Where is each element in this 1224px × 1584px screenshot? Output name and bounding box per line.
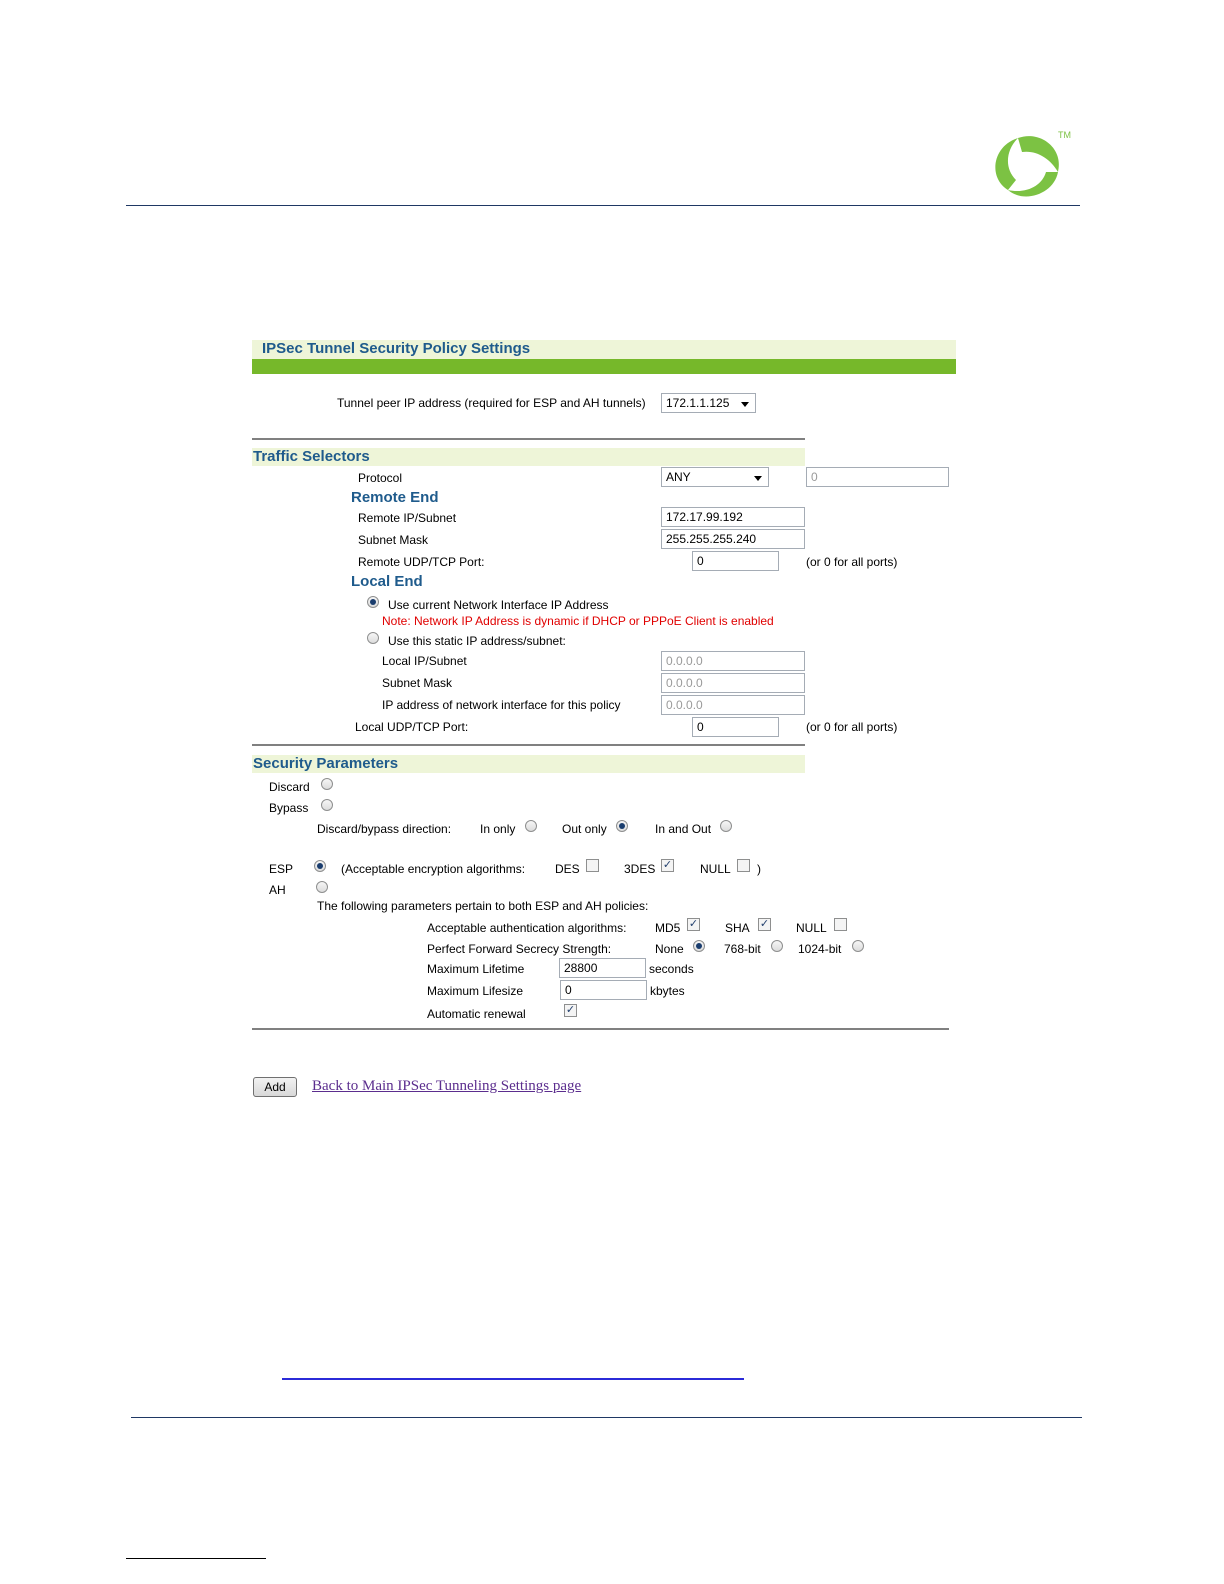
iface-ip-label: IP address of network interface for this policy [382, 698, 621, 712]
use-static-ip-radio[interactable] [367, 632, 379, 644]
lifesize-unit: kbytes [650, 984, 685, 998]
auto-renewal-checkbox[interactable]: ✓ [565, 1004, 576, 1016]
md5-label: MD5 [655, 921, 681, 935]
des-label: DES [555, 862, 580, 876]
pfs-none-label: None [655, 942, 684, 956]
discard-radio[interactable] [321, 778, 333, 790]
out-only-label: Out only [562, 822, 607, 836]
panel-title: IPSec Tunnel Security Policy Settings [262, 340, 531, 357]
null-auth-label: NULL [796, 921, 827, 935]
local-port-hint: (or 0 for all ports) [806, 720, 898, 734]
add-button[interactable]: Add [253, 1077, 297, 1097]
dynamic-ip-note: Note: Network IP Address is dynamic if DHCP or PPPoE Client is enabled [382, 614, 774, 628]
max-lifesize-label: Maximum Lifesize [427, 984, 524, 998]
out-only-radio[interactable] [616, 820, 628, 832]
pfs-none-radio[interactable] [693, 940, 705, 952]
md5-checkbox[interactable]: ✓ [688, 918, 699, 930]
protocol-select[interactable] [661, 467, 769, 487]
local-end-heading: Local End [351, 573, 423, 590]
3des-label: 3DES [624, 862, 656, 876]
null-encryption-label: NULL [700, 862, 731, 876]
3des-checkbox[interactable]: ✓ [662, 859, 673, 871]
security-divider [252, 744, 805, 746]
ah-label: AH [269, 883, 286, 897]
pfs-768-label: 768-bit [724, 942, 761, 956]
local-ip-label: Local IP/Subnet [382, 654, 467, 668]
local-port-label: Local UDP/TCP Port: [355, 720, 469, 734]
sha-label: SHA [725, 921, 750, 935]
local-ip-input[interactable]: 0.0.0.0 [661, 651, 805, 671]
trademark-label: TM [1058, 130, 1071, 140]
remote-port-label: Remote UDP/TCP Port: [358, 555, 485, 569]
des-checkbox[interactable] [586, 859, 599, 872]
underline-rule [282, 1378, 744, 1380]
local-mask-input[interactable]: 0.0.0.0 [661, 673, 805, 693]
panel-title-green-band [252, 359, 956, 374]
bypass-label: Bypass [269, 801, 309, 815]
use-current-ip-radio[interactable] [367, 596, 379, 608]
pfs-1024-radio[interactable] [852, 940, 864, 952]
esp-label: ESP [269, 862, 294, 876]
traffic-divider [252, 438, 805, 440]
max-lifetime-input[interactable]: 28800 [559, 958, 646, 978]
in-only-label: In only [480, 822, 516, 836]
ah-radio[interactable] [316, 881, 328, 893]
in-and-out-radio[interactable] [720, 820, 732, 832]
lifetime-unit: seconds [649, 962, 694, 976]
pfs-1024-label: 1024-bit [798, 942, 842, 956]
bypass-radio[interactable] [321, 799, 333, 811]
encryption-label: (Acceptable encryption algorithms: [341, 862, 526, 876]
sha-checkbox[interactable]: ✓ [759, 918, 770, 930]
auto-renewal-label: Automatic renewal [427, 1007, 526, 1021]
iface-ip-input[interactable]: 0.0.0.0 [661, 695, 805, 715]
protocol-value: ANY [666, 470, 691, 484]
tunnel-peer-select[interactable] [661, 393, 756, 413]
remote-ip-input[interactable]: 172.17.99.192 [661, 507, 805, 527]
local-mask-label: Subnet Mask [382, 676, 453, 690]
auth-algorithms-label: Acceptable authentication algorithms: [427, 921, 627, 935]
remote-port-input[interactable]: 0 [692, 551, 779, 571]
protocol-label: Protocol [358, 471, 403, 485]
tunnel-peer-label: Tunnel peer IP address (required for ESP and AH tunnels) [337, 396, 646, 410]
use-current-ip-label: Use current Network Interface IP Address [388, 598, 609, 612]
esp-radio[interactable] [314, 860, 326, 872]
remote-mask-label: Subnet Mask [358, 533, 429, 547]
max-lifetime-label: Maximum Lifetime [427, 962, 525, 976]
max-lifesize-input[interactable]: 0 [560, 980, 647, 1000]
company-logo [988, 128, 1078, 202]
pfs-label: Perfect Forward Secrecy Strength: [427, 942, 612, 956]
use-static-ip-label: Use this static IP address/subnet: [388, 634, 566, 648]
back-to-main-link[interactable]: Back to Main IPSec Tunneling Settings page [312, 1078, 582, 1094]
in-only-radio[interactable] [525, 820, 537, 832]
footnote-rule [126, 1558, 266, 1559]
pfs-768-radio[interactable] [771, 940, 783, 952]
null-auth-checkbox[interactable] [834, 918, 847, 931]
local-port-input[interactable]: 0 [692, 717, 779, 737]
dropdown-arrow-icon [754, 476, 762, 481]
both-policies-note: The following parameters pertain to both ESP and AH policies: [317, 899, 649, 913]
null-encryption-checkbox[interactable] [737, 859, 750, 872]
protocol-number-input[interactable]: 0 [806, 467, 949, 487]
footer-rule [131, 1417, 1082, 1418]
security-parameters-heading: Security Parameters [253, 755, 399, 772]
remote-mask-input[interactable]: 255.255.255.240 [661, 529, 805, 549]
remote-ip-label: Remote IP/Subnet [358, 511, 457, 525]
encryption-close-paren: ) [757, 862, 761, 876]
remote-port-hint: (or 0 for all ports) [806, 555, 898, 569]
remote-end-heading: Remote End [351, 489, 439, 506]
header-rule [126, 205, 1080, 206]
dropdown-arrow-icon [741, 402, 749, 407]
bottom-divider [252, 1028, 949, 1030]
tunnel-peer-value: 172.1.1.125 [666, 396, 730, 410]
direction-label: Discard/bypass direction: [317, 822, 452, 836]
in-and-out-label: In and Out [655, 822, 712, 836]
traffic-selectors-heading: Traffic Selectors [253, 448, 370, 465]
discard-label: Discard [269, 780, 310, 794]
